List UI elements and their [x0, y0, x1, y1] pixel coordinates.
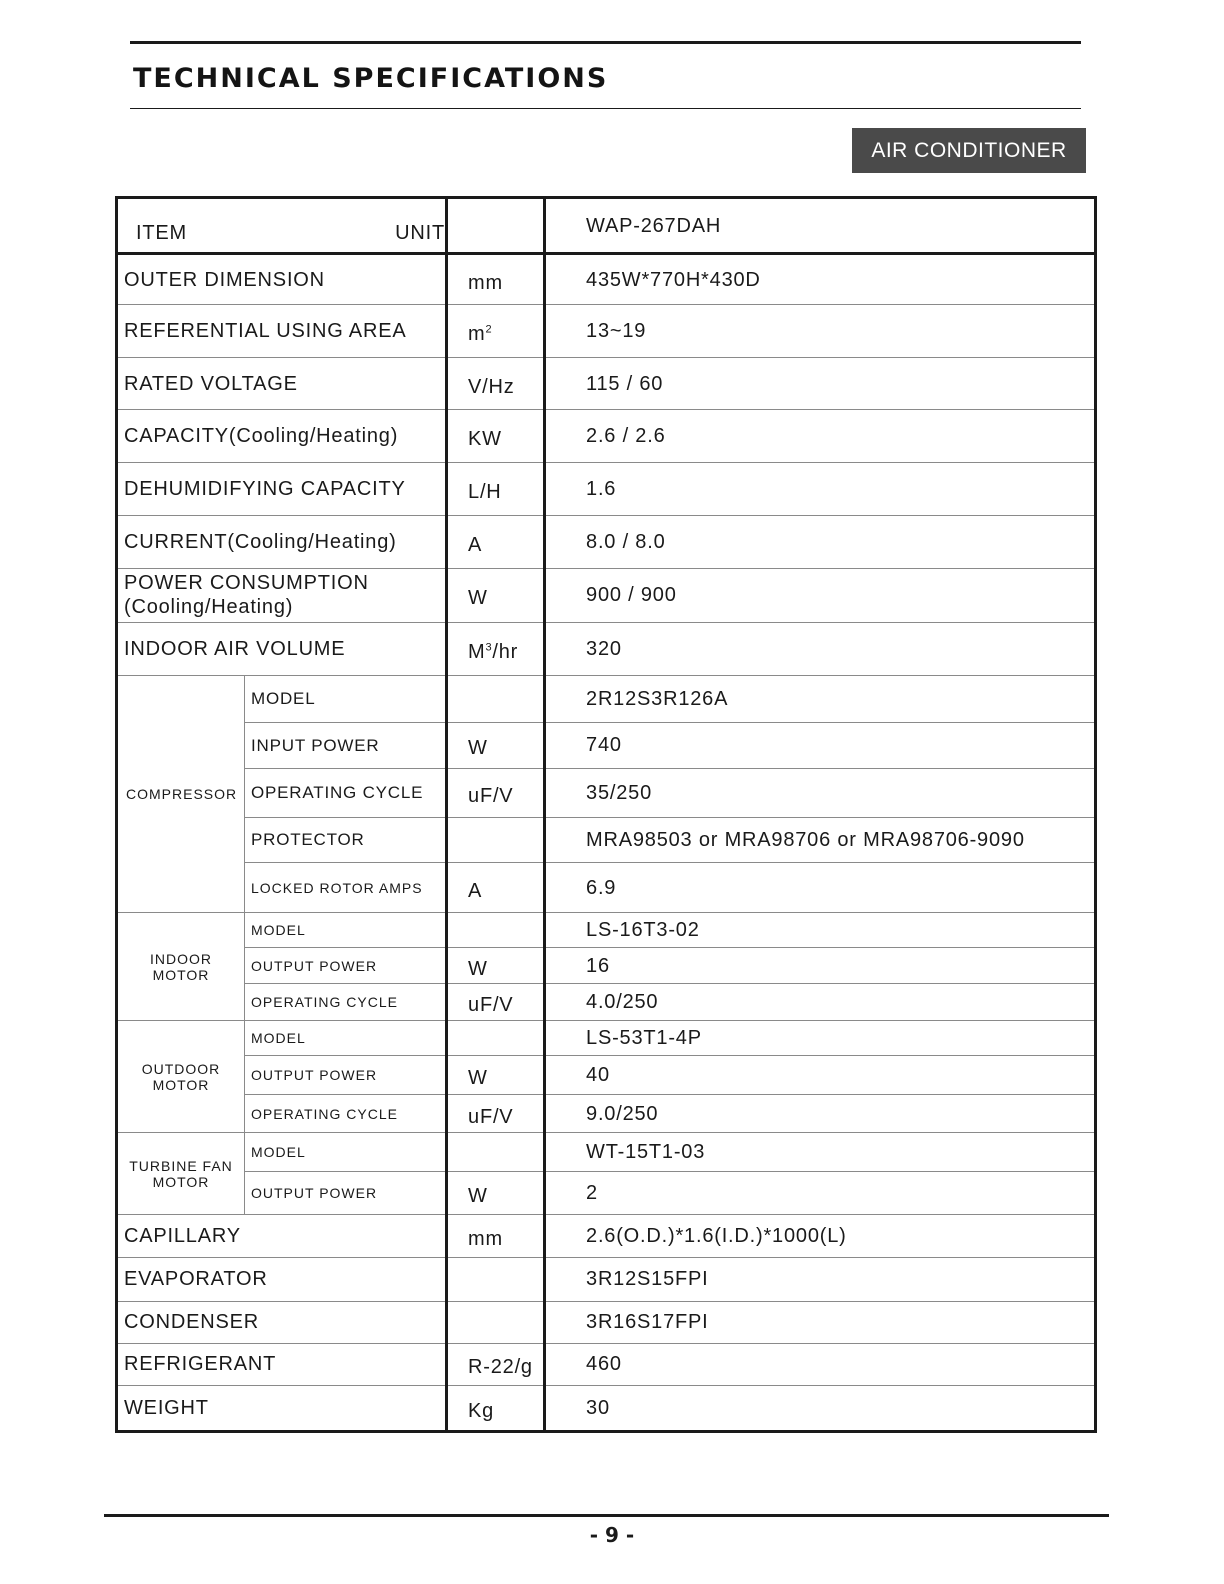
- row-value: 900 / 900: [545, 568, 1096, 622]
- row-unit: R-22/g: [447, 1343, 545, 1385]
- header-unit-label: UNIT: [395, 221, 446, 244]
- table-row: [117, 1133, 1096, 1172]
- table-row: [117, 410, 1096, 463]
- top-rule: [130, 41, 1081, 44]
- table-row: [117, 305, 1096, 358]
- row-unit: W: [447, 1056, 545, 1095]
- row-unit: [447, 305, 545, 358]
- row-item: EVAPORATOR: [117, 1257, 447, 1301]
- table-row: [117, 516, 1096, 568]
- table-row: [117, 568, 1096, 622]
- row-value: 6.9: [545, 862, 1096, 912]
- row-unit: uF/V: [447, 768, 545, 817]
- table-row: [117, 1215, 1096, 1257]
- row-unit: W: [447, 568, 545, 622]
- unit-superscript: 2: [485, 323, 493, 336]
- row-item: POWER CONSUMPTION (Cooling/Heating): [117, 568, 447, 622]
- row-unit: A: [447, 516, 545, 568]
- row-value: 3R16S17FPI: [545, 1301, 1096, 1343]
- group-label-indoor-motor: INDOOR MOTOR: [117, 913, 245, 1021]
- table-row: [117, 722, 1096, 768]
- unit-base: M: [468, 640, 486, 663]
- sub-item: OUTPUT POWER: [245, 948, 447, 984]
- sub-item: MODEL: [245, 1021, 447, 1056]
- group-label-outdoor-motor: OUTDOOR MOTOR: [117, 1021, 245, 1133]
- sub-item: OUTPUT POWER: [245, 1056, 447, 1095]
- table-row: [117, 358, 1096, 410]
- row-unit: W: [447, 722, 545, 768]
- row-item: CAPACITY(Cooling/Heating): [117, 410, 447, 463]
- row-unit: W: [447, 1172, 545, 1215]
- row-value: 16: [545, 948, 1096, 984]
- spec-table: [115, 196, 1097, 1433]
- row-unit: W: [447, 948, 545, 984]
- row-value: 30: [545, 1385, 1096, 1431]
- table-row: [117, 1095, 1096, 1133]
- table-row: [117, 1385, 1096, 1431]
- table-row: [117, 984, 1096, 1021]
- row-unit: mm: [447, 254, 545, 305]
- row-item: CONDENSER: [117, 1301, 447, 1343]
- group-label-turbine-fan-motor: TURBINE FAN MOTOR: [117, 1133, 245, 1215]
- table-row: [117, 675, 1096, 722]
- page-number: - 9 -: [589, 1523, 635, 1547]
- row-item: RATED VOLTAGE: [117, 358, 447, 410]
- sub-item: PROTECTOR: [245, 817, 447, 862]
- table-row: [117, 1021, 1096, 1056]
- row-value: WT-15T1-03: [545, 1133, 1096, 1172]
- row-item: OUTER DIMENSION: [117, 254, 447, 305]
- table-row: [117, 1056, 1096, 1095]
- row-value: 320: [545, 622, 1096, 675]
- table-row: [117, 254, 1096, 305]
- row-unit: [447, 817, 545, 862]
- sub-item: LOCKED ROTOR AMPS: [245, 862, 447, 912]
- sub-item: OPERATING CYCLE: [245, 1095, 447, 1133]
- table-row: [117, 768, 1096, 817]
- row-item: REFRIGERANT: [117, 1343, 447, 1385]
- row-value: 460: [545, 1343, 1096, 1385]
- row-unit: [447, 913, 545, 948]
- row-item: CAPILLARY: [117, 1215, 447, 1257]
- row-item: CURRENT(Cooling/Heating): [117, 516, 447, 568]
- row-unit: V/Hz: [447, 358, 545, 410]
- table-row: [117, 1172, 1096, 1215]
- row-unit: mm: [447, 1215, 545, 1257]
- table-row: [117, 913, 1096, 948]
- row-unit: [447, 1301, 545, 1343]
- row-item: REFERENTIAL USING AREA: [117, 305, 447, 358]
- header-item-label: ITEM: [136, 221, 187, 244]
- title-underline: [130, 108, 1081, 109]
- row-unit: [447, 1133, 545, 1172]
- row-unit: [447, 1021, 545, 1056]
- row-value: 3R12S15FPI: [545, 1257, 1096, 1301]
- row-value: 435W*770H*430D: [545, 254, 1096, 305]
- sub-item: INPUT POWER: [245, 722, 447, 768]
- row-value: 40: [545, 1056, 1096, 1095]
- sub-item: MODEL: [245, 675, 447, 722]
- row-unit: [447, 622, 545, 675]
- row-unit: KW: [447, 410, 545, 463]
- header-item-cell: [117, 198, 447, 254]
- sub-item: OPERATING CYCLE: [245, 768, 447, 817]
- row-unit: [447, 675, 545, 722]
- row-value: 740: [545, 722, 1096, 768]
- table-row: [117, 1343, 1096, 1385]
- section-badge: AIR CONDITIONER: [852, 128, 1086, 173]
- sub-item: OUTPUT POWER: [245, 1172, 447, 1215]
- row-unit: uF/V: [447, 984, 545, 1021]
- row-value: 2.6 / 2.6: [545, 410, 1096, 463]
- row-item: INDOOR AIR VOLUME: [117, 622, 447, 675]
- table-row: [117, 1257, 1096, 1301]
- row-unit: A: [447, 862, 545, 912]
- row-value: LS-53T1-4P: [545, 1021, 1096, 1056]
- table-row: [117, 817, 1096, 862]
- row-value: 4.0/250: [545, 984, 1096, 1021]
- unit-base: m: [468, 323, 486, 346]
- unit-tail: /hr: [492, 640, 519, 663]
- group-label-compressor: COMPRESSOR: [117, 675, 245, 912]
- row-item: DEHUMIDIFYING CAPACITY: [117, 463, 447, 516]
- row-value: 2.6(O.D.)*1.6(I.D.)*1000(L): [545, 1215, 1096, 1257]
- bottom-rule: [104, 1514, 1109, 1517]
- sub-item: MODEL: [245, 1133, 447, 1172]
- table-header-row: [117, 198, 1096, 254]
- row-value: 2R12S3R126A: [545, 675, 1096, 722]
- sub-item: OPERATING CYCLE: [245, 984, 447, 1021]
- row-unit: Kg: [447, 1385, 545, 1431]
- row-value: MRA98503 or MRA98706 or MRA98706-9090: [545, 817, 1096, 862]
- row-unit: L/H: [447, 463, 545, 516]
- table-row: [117, 1301, 1096, 1343]
- row-value: 13~19: [545, 305, 1096, 358]
- table-row: [117, 622, 1096, 675]
- row-value: 115 / 60: [545, 358, 1096, 410]
- row-item: WEIGHT: [117, 1385, 447, 1431]
- row-value: 35/250: [545, 768, 1096, 817]
- row-value: 9.0/250: [545, 1095, 1096, 1133]
- table-row: [117, 948, 1096, 984]
- unit-superscript: 3: [485, 641, 493, 653]
- page-title: TECHNICAL SPECIFICATIONS: [133, 63, 609, 94]
- header-blank-cell: [447, 198, 545, 254]
- row-value: 1.6: [545, 463, 1096, 516]
- header-model-cell: WAP-267DAH: [545, 198, 1096, 254]
- row-unit: [447, 1257, 545, 1301]
- row-value: LS-16T3-02: [545, 913, 1096, 948]
- row-value: 2: [545, 1172, 1096, 1215]
- row-unit: uF/V: [447, 1095, 545, 1133]
- table-row: [117, 463, 1096, 516]
- table-row: [117, 862, 1096, 912]
- sub-item: MODEL: [245, 913, 447, 948]
- row-value: 8.0 / 8.0: [545, 516, 1096, 568]
